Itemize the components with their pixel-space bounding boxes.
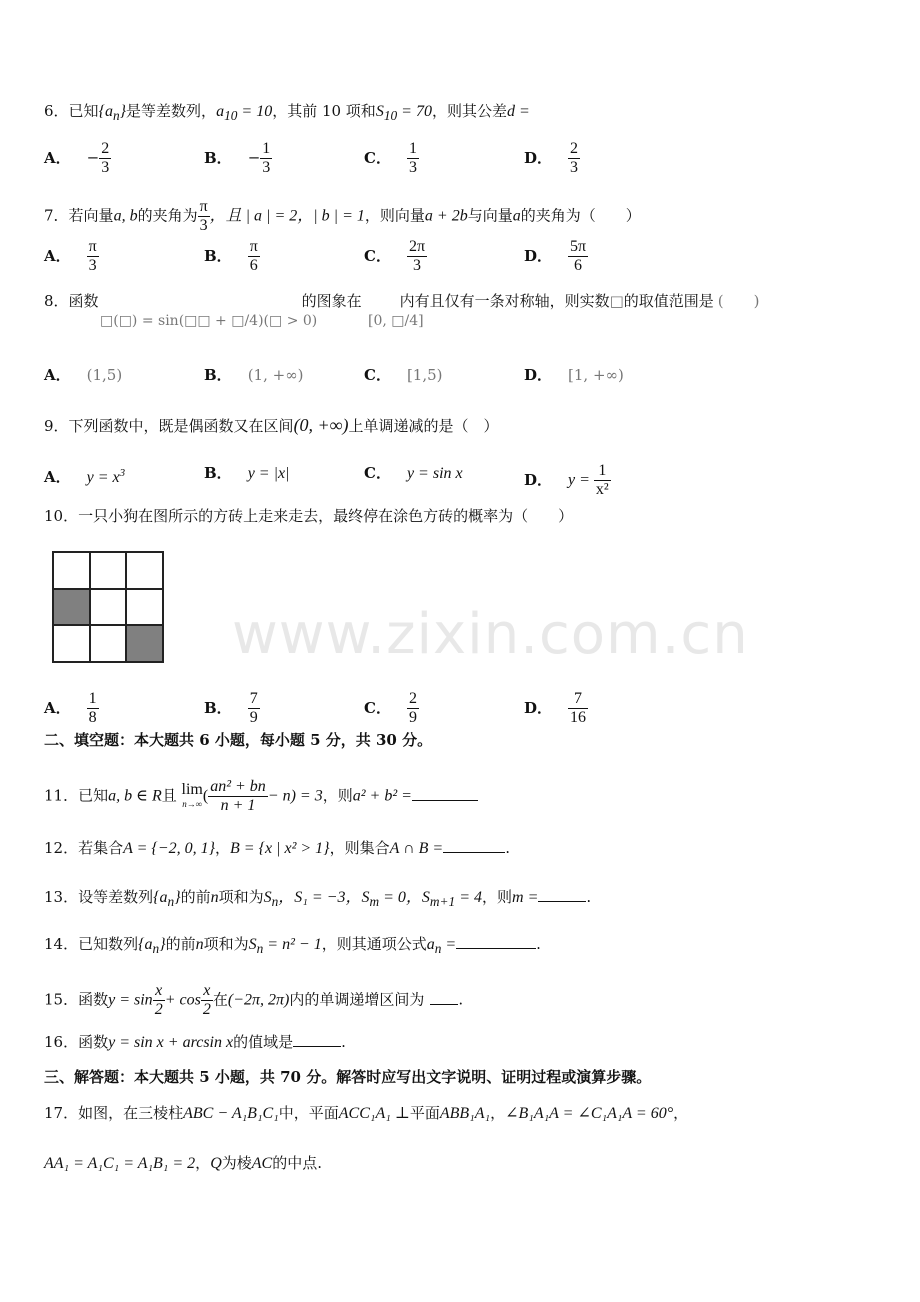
question-12: 12．若集合A = {−2, 0, 1}，B = {x | x² > 1}，则集合A ∩ B = .: [44, 836, 510, 860]
question-8: 8．函数 的图象在 内有且仅有一条对称轴，则实数□的取值范围是 ( ): [44, 292, 760, 310]
question-14: 14．已知数列$\{a_n\}$的前n项和为$S_n = n^2 - 1$，则其通项公式$a_n$ = .: [44, 932, 541, 960]
option-b[interactable]: B． $\frac{\pi}{6}$: [204, 238, 258, 274]
option-a[interactable]: A． − $\frac{2}{3}$: [44, 140, 110, 176]
option-b[interactable]: B． y = |x|: [204, 464, 290, 482]
question-number: 6．: [44, 102, 69, 120]
option-a[interactable]: A． (1,5): [44, 366, 123, 384]
option-c[interactable]: C． [1,5): [364, 366, 443, 384]
option-d[interactable]: D． y = $\frac{1}{\text{x²}}$: [524, 462, 609, 498]
function-expression: □(□) = sin(□□ + □/4)(□ > 0): [100, 313, 318, 329]
option-c[interactable]: C． $\frac{2}{9}$: [364, 690, 417, 726]
option-a[interactable]: A． $\frac{\pi}{3}$: [44, 238, 97, 274]
interval-expression: [0, □/4]: [368, 313, 424, 329]
section-heading: 三、解答题：本大题共 5 小题，共 70 分。解答时应写出文字说明、证明过程或演算步骤。: [44, 1068, 652, 1086]
question-16: 16．函数y = sin x + arcsin x的值域是 .: [44, 1030, 346, 1054]
option-c[interactable]: C． $\frac{1}{3}$: [364, 140, 417, 176]
option-d[interactable]: D． $\frac{7}{16}$: [524, 690, 587, 726]
option-d[interactable]: D． $\frac{2}{3}$: [524, 140, 579, 176]
option-b[interactable]: B． − $\frac{1}{3}$: [204, 140, 271, 176]
question-7: 7．若向量a, b的夹角为 $\frac{\pi}{3}$ ，且 | a | = 2，| b | = 1，则向量a + 2b与向量a的夹角为（ ）: [44, 198, 641, 234]
question-10: 10．一只小狗在图所示的方砖上走来走去，最终停在涂色方砖的概率为（ ）: [44, 507, 574, 525]
question-17: 17．如图，在三棱柱ABC − A₁B₁C₁中，平面ACC₁A₁ ⊥平面ABB₁A₁，∠B₁A₁A = ∠C₁A₁A = 60°，: [44, 1104, 689, 1122]
option-b[interactable]: B． $\frac{7}{9}$: [204, 690, 258, 726]
tile: [126, 589, 163, 626]
shaded-tile: [126, 625, 163, 662]
option-c[interactable]: C． y = sin x: [364, 464, 463, 482]
option-c[interactable]: C． $\frac{2\pi}{3}$: [364, 238, 426, 274]
question-9: 9．下列函数中，既是偶函数又在区间(0, +∞)上单调递减的是（ ）: [44, 415, 499, 435]
tile: [126, 552, 163, 589]
watermark: www.zixin.com.cn: [232, 602, 749, 667]
option-a[interactable]: A． $y = x^3$: [44, 467, 126, 486]
question-13: 13．设等差数列$\{a_n\}$的前n项和为$S_n$，S₁ = −3，$S_m = 0$，$S_{m+1} = 4$，则m = .: [44, 885, 591, 913]
tile: [53, 552, 90, 589]
tile: [90, 625, 127, 662]
question-17-line-2: AA₁ = A₁C₁ = A₁B₁ = 2，Q为棱AC的中点.: [44, 1154, 322, 1172]
option-d[interactable]: D． $\frac{5\pi}{6}$: [524, 238, 587, 274]
section-heading: 二、填空题：本大题共 6 小题，每小题 5 分，共 30 分。: [44, 731, 433, 749]
option-d[interactable]: D． [1, +∞): [524, 366, 624, 384]
question-11: 11．已知a, b ∈ R且 lim n→∞ ( $\frac{\text{an² + bn}}{n + 1}$ − n) = 3，则a² + b² =: [44, 778, 478, 815]
option-b[interactable]: B． (1, +∞): [204, 366, 304, 384]
tile: [53, 625, 90, 662]
question-15: 15．函数y = sin $\frac{x}{2}$ + cos $\frac{x}{2}$ 在(−2π, 2π)内的单调递增区间为 .: [44, 982, 464, 1018]
tile-grid: [52, 551, 164, 663]
tile: [90, 589, 127, 626]
question-6: 6．已知$\{a_n\}$是等差数列，$a_{10} = 10$，其前 10 项和$S_{10} = 70$，则其公差d =: [44, 102, 530, 124]
shaded-tile: [53, 589, 90, 626]
option-a[interactable]: A． $\frac{1}{8}$: [44, 690, 97, 726]
tile: [90, 552, 127, 589]
